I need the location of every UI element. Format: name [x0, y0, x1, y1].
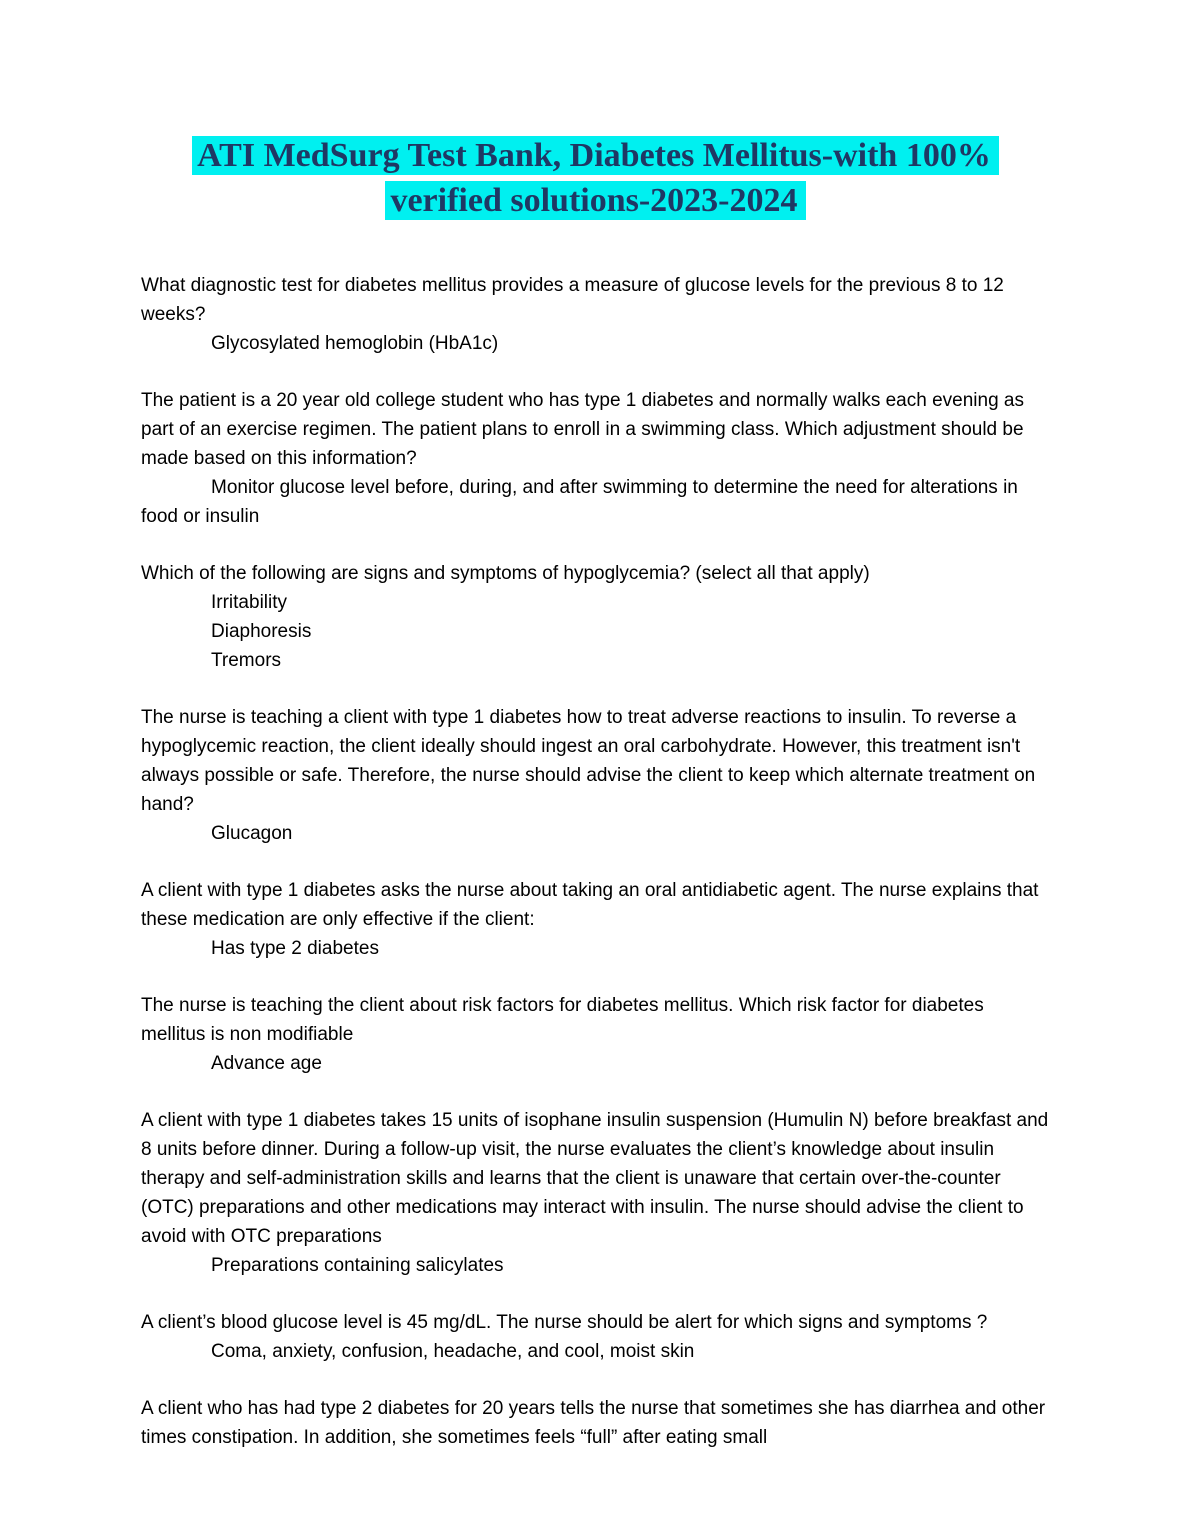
qa-block — [141, 876, 1050, 963]
question-text: The patient is a 20 year old college student who has type 1 diabetes and normally walks each evening as part of an exercise regimen. The patient plans to enroll in a swimming class. Which adjustment should be made based on this information? — [141, 390, 1024, 469]
answer-text: Monitor glucose level before, during, and after swimming to determine the need for alterations in food or insulin — [141, 477, 1018, 527]
answer-text: Preparations containing salicylates — [211, 1255, 504, 1276]
title-line-1: ATI MedSurg Test Bank, Diabetes Mellitus-with 100% — [192, 136, 999, 175]
answer-text: Irritability — [211, 592, 288, 613]
question-text: Which of the following are signs and symptoms of hypoglycemia? (select all that apply) — [141, 563, 870, 584]
question-text: The nurse is teaching the client about risk factors for diabetes mellitus. Which risk factor for diabetes mellitus is non modifiable — [141, 995, 984, 1045]
question-text: What diagnostic test for diabetes mellitus provides a measure of glucose levels for the previous 8 to 12 weeks? — [141, 275, 1004, 325]
answer-text: Diaphoresis — [211, 621, 312, 642]
answer-text: Glycosylated hemoglobin (HbA1c) — [211, 333, 499, 354]
qa-block — [141, 386, 1050, 531]
qa-block — [141, 1308, 1050, 1366]
document-body — [141, 271, 1050, 1452]
answer-text: Coma, anxiety, confusion, headache, and cool, moist skin — [211, 1341, 695, 1362]
question-text: A client with type 1 diabetes asks the nurse about taking an oral antidiabetic agent. The nurse explains that these medication are only effective if the client: — [141, 880, 1039, 930]
answer-text: Advance age — [211, 1053, 322, 1074]
answer-text: Has type 2 diabetes — [211, 938, 379, 959]
document-title — [141, 133, 1050, 223]
qa-block — [141, 703, 1050, 848]
title-line-2: verified solutions-2023-2024 — [385, 181, 805, 220]
qa-block — [141, 271, 1050, 358]
qa-block — [141, 559, 1050, 675]
qa-block — [141, 991, 1050, 1078]
question-text: A client who has had type 2 diabetes for 20 years tells the nurse that sometimes she has diarrhea and other times constipation. In addition, she sometimes feels “full” after eating small — [141, 1398, 1046, 1448]
question-text: A client with type 1 diabetes takes 15 units of isophane insulin suspension (Humulin N) before breakfast and 8 units before dinner. During a follow-up visit, the nurse evaluates the client’s knowledge about insulin therapy and self-administration skills and learns that the client is unaware that certain over-the-counter (OTC) preparations and other medications may interact with insulin. The nurse should advise the client to avoid with OTC preparations — [141, 1110, 1049, 1247]
question-text: A client’s blood glucose level is 45 mg/dL. The nurse should be alert for which signs and symptoms ? — [141, 1312, 988, 1333]
qa-block — [141, 1106, 1050, 1280]
answer-text: Tremors — [211, 650, 282, 671]
qa-block — [141, 1394, 1050, 1452]
question-text: The nurse is teaching a client with type 1 diabetes how to treat adverse reactions to insulin. To reverse a hypoglycemic reaction, the client ideally should ingest an oral carbohydrate. However, this treatment isn't always possible or safe. Therefore, the nurse should advise the client to keep which alternate treatment on hand? — [141, 707, 1036, 815]
answer-text: Glucagon — [211, 823, 293, 844]
